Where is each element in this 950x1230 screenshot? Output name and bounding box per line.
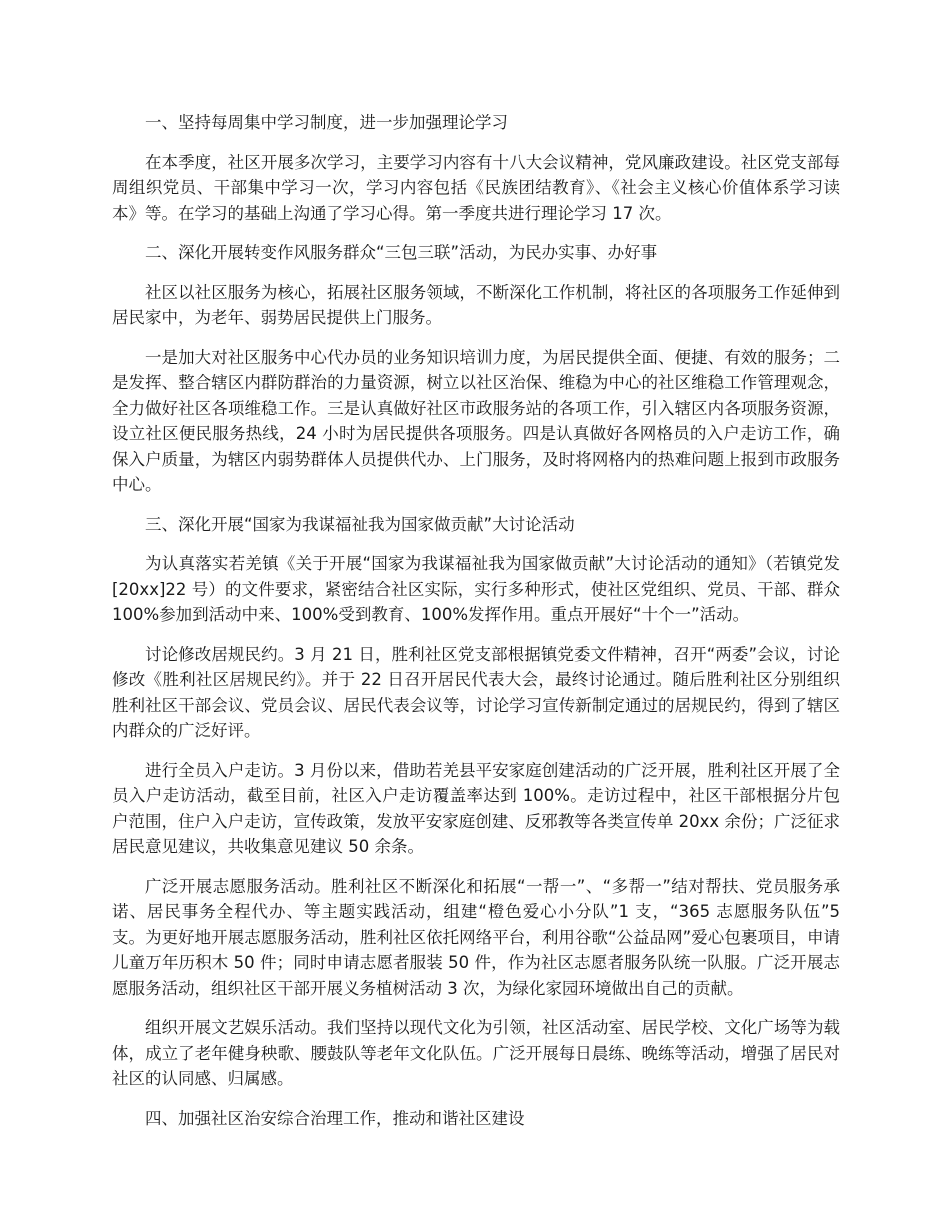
paragraph-service-core: 社区以社区服务为核心，拓展社区服务领域，不断深化工作机制，将社区的各项服务工作延伸到居民家中，为老年、弱势居民提供上门服务。 (112, 282, 840, 327)
paragraph-discussion-notice: 为认真落实若羌镇《关于开展“国家为我谋福祉我为国家做贡献”大讨论活动的通知》（若镇党发[20xx]22 号）的文件要求，紧密结合社区实际，实行多种形式，使社区党组织、党员、干部、群众 100%参加到活动中来、100%受到教育、100%发挥作用。重点开展好“十个一”活动。 (112, 554, 840, 624)
paragraph-study: 在本季度，社区开展多次学习，主要学习内容有十八大会议精神，党风廉政建设。社区党支部每周组织党员、干部集中学习一次，学习内容包括《民族团结教育》、《社会主义核心价值体系学习读本》等。在学习的基础上沟通了学习心得。第一季度共进行理论学习 17 次。 (112, 152, 840, 223)
paragraph-culture: 组织开展文艺娱乐活动。我们坚持以现代文化为引领，社区活动室、居民学校、文化广场等为载体，成立了老年健身秧歌、腰鼓队等老年文化队伍。广泛开展每日晨练、晚练等活动，增强了居民对社区的认同感、归属感。 (112, 1018, 840, 1088)
paragraph-service-details: 一是加大对社区服务中心代办员的业务知识培训力度，为居民提供全面、便捷、有效的服务；二是发挥、整合辖区内群防群治的力量资源，树立以社区治保、维稳为中心的社区维稳工作管理观念，全力做好社区各项维稳工作。三是认真做好社区市政服务站的各项工作，引入辖区内各项服务资源，设立社区便民服务热线，24 小时为居民提供各项服务。四是认真做好各网格员的入户走访工作，确保入户质量，为辖区内弱势群体人员提供代办、上门服务，及时将网格内的热难问题上报到市政服务中心。 (112, 347, 840, 494)
paragraph-home-visits: 进行全员入户走访。3 月份以来，借助若羌县平安家庭创建活动的广泛开展，胜利社区开展了全员入户走访活动，截至目前，社区入户走访覆盖率达到 100%。走访过程中，社区干部根据分片包户范围，住户入户走访，宣传政策，发放平安家庭创建、反邪教等各类宣传单 20xx 余份；广泛征求居民意见建议，共收集意见建议 50 余条。 (112, 760, 840, 856)
section-heading-1: 一、坚持每周集中学习制度，进一步加强理论学习 (145, 113, 508, 132)
paragraph-volunteer: 广泛开展志愿服务活动。胜利社区不断深化和拓展“一帮一”、“多帮一”结对帮扶、党员服务承诺、居民事务全程代办、等主题实践活动，组建“橙色爱心小分队”1 支，“365 志愿服务队伍”5 支。为更好地开展志愿服务活动，胜利社区依托网络平台，利用谷歌“公益品网”爱心包裹项目，申请儿童万年历积木 50 件；同时申请志愿者服装 50 件，作为社区志愿者服务队统一队服。广泛开展志愿服务活动，组织社区干部开展义务植树活动 3 次，为绿化家园环境做出自己的贡献。 (112, 876, 840, 998)
document-body (112, 110, 840, 1145)
section-heading-2: 二、深化开展转变作风服务群众“三包三联”活动，为民办实事、办好事 (145, 243, 658, 262)
section-heading-4: 四、加强社区治安综合治理工作，推动和谐社区建设 (145, 1108, 525, 1128)
section-heading-3: 三、深化开展“国家为我谋福祉我为国家做贡献”大讨论活动 (145, 514, 575, 534)
paragraph-resident-rules: 讨论修改居规民约。3 月 21 日，胜利社区党支部根据镇党委文件精神，召开“两委”会议，讨论修改《胜利社区居规民约》。并于 22 日召开居民代表大会，最终讨论通过。随后胜利社区分别组织胜利社区干部会议、党员会议、居民代表会议等，讨论学习宣传新制定通过的居规民约，得到了辖区内群众的广泛好评。 (112, 644, 840, 740)
